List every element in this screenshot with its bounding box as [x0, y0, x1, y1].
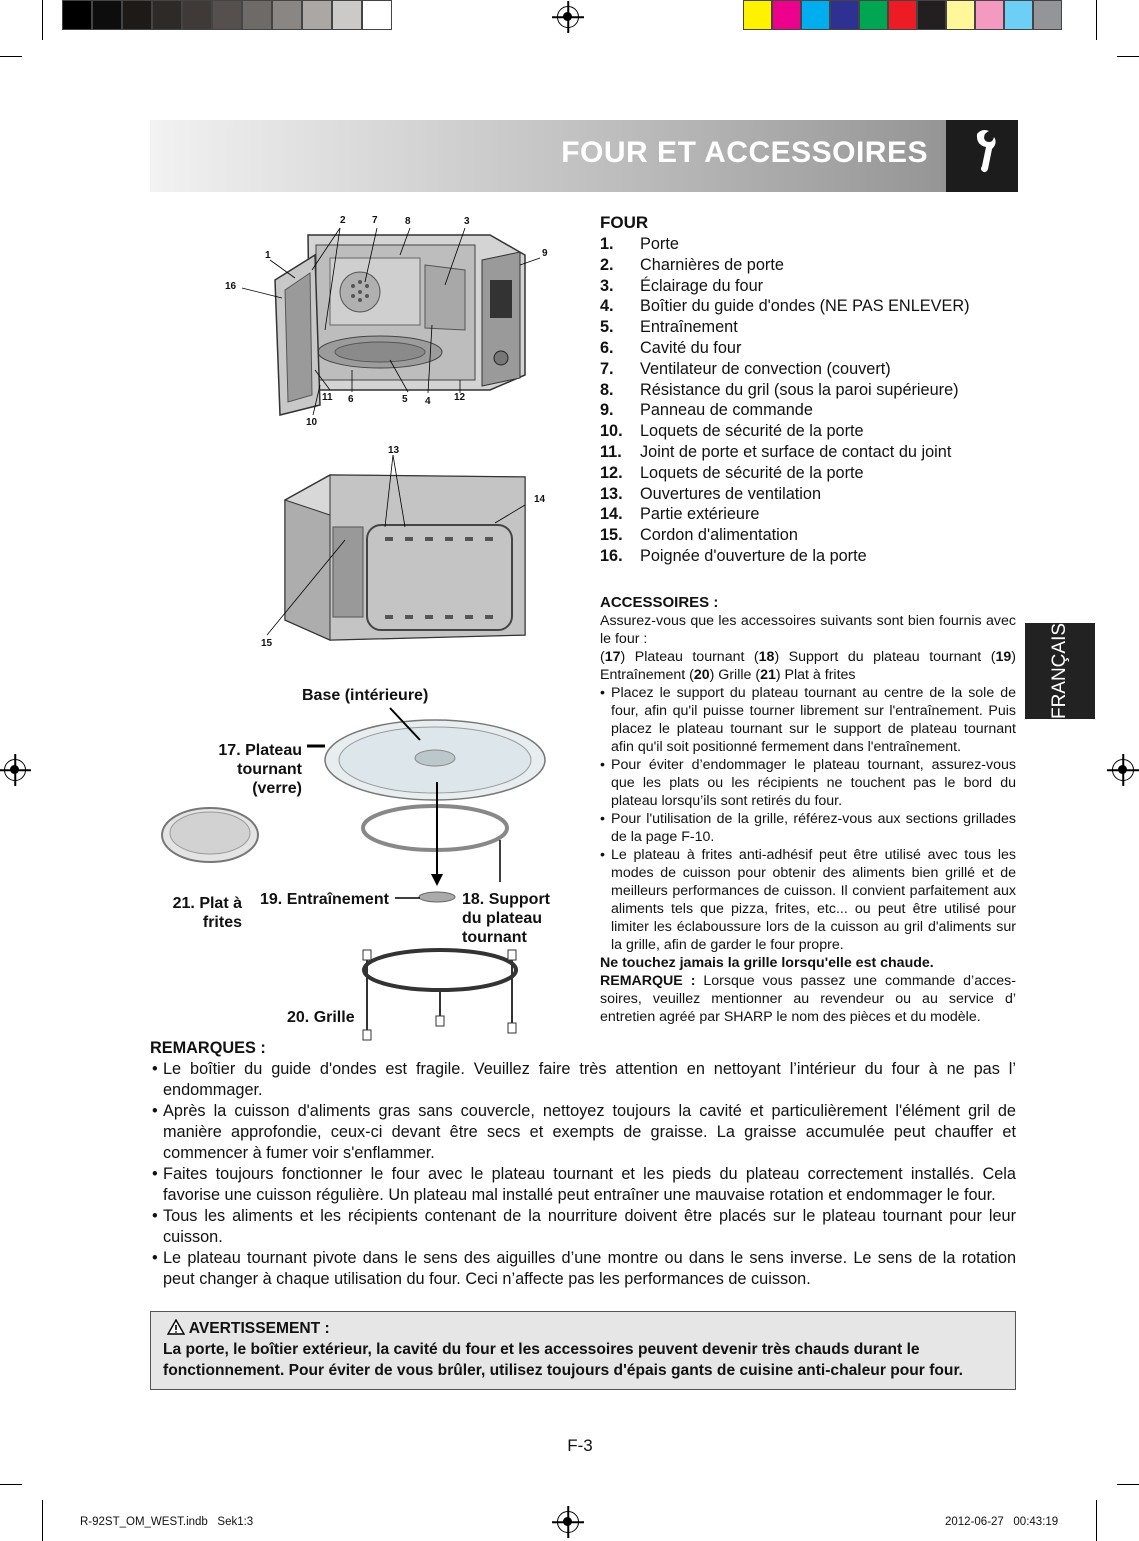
rack-label: 20. Grille	[287, 1009, 355, 1026]
oven-section-title: FOUR	[600, 213, 649, 232]
accessory-number: 19	[995, 649, 1012, 665]
oven-part-number: 5.	[600, 318, 614, 337]
oven-part-item	[600, 277, 1020, 298]
oven-part-number: 16.	[600, 546, 623, 565]
accessories-bullets	[600, 684, 1016, 954]
oven-part-text: Boîtier du guide d'ondes (NE PAS ENLEVER)	[640, 297, 970, 316]
registration-mark-icon	[557, 1511, 579, 1533]
oven-part-number: 10.	[600, 422, 623, 441]
accessories-title: ACCESSOIRES :	[600, 594, 719, 611]
base-label: Base (intérieure)	[302, 687, 429, 704]
color-swatch	[152, 0, 182, 30]
color-swatch	[332, 0, 362, 30]
oven-part-text: Entraînement	[640, 318, 738, 337]
page-title: FOUR ET ACCESSOIRES	[561, 136, 928, 169]
color-swatch	[122, 0, 152, 30]
order-note	[600, 972, 1016, 1026]
color-swatch	[1033, 0, 1062, 30]
page-number: F-3	[567, 1436, 593, 1455]
warning-triangle-icon	[167, 1319, 185, 1335]
oven-part-number: 7.	[600, 359, 614, 378]
oven-part-item	[600, 235, 1020, 256]
oven-part-item	[600, 443, 1020, 464]
remark-item: • Le plateau tournant pivote dans le sens des aiguilles d’une montre ou dans le sens inverse. Le sens de la rotation peut changer à chaque utilisation du four. Ceci n’affecte pas les performances de cuisson.	[150, 1248, 1016, 1290]
accessory-number: 17	[604, 649, 621, 665]
oven-part-item	[600, 339, 1020, 360]
oven-part-text: Porte	[640, 235, 679, 253]
callout-11: 11	[322, 392, 333, 403]
color-swatch	[92, 0, 122, 30]
accessory-text: ) Support du plateau tournant (	[774, 649, 996, 665]
oven-part-text: Résistance du gril (sous la paroi supérieure)	[640, 380, 959, 399]
accessories-section	[600, 594, 1016, 1026]
accessory-bullet: • Pour l'utilisation de la grille, référez-vous aux sections grillades de la page F-10.	[600, 810, 1016, 846]
gray-color-bar	[62, 0, 392, 34]
order-note-text: Lorsque vous passez une commande d’accessoires, veuillez mentionner au revendeur ou au service d’ entretien agréé par SHARP le nom des pièces et du modèle.	[600, 973, 1016, 1025]
accessory-number: 20	[693, 667, 710, 683]
accessory-text: ) Plateau tournant (	[620, 649, 759, 665]
slug-file: R-92ST_OM_WEST.indb Sek1:3	[80, 1516, 254, 1528]
oven-part-text: Cavité du four	[640, 338, 742, 357]
color-swatch	[830, 0, 859, 30]
remarks-list	[150, 1059, 1016, 1290]
drive-label: 19. Entraînement	[260, 891, 389, 908]
callout-7: 7	[372, 215, 378, 226]
color-swatch	[62, 0, 92, 30]
callout-10: 10	[306, 417, 318, 428]
oven-part-text: Ouvertures de ventilation	[640, 484, 822, 503]
language-tab	[1025, 623, 1095, 719]
callout-1: 1	[265, 250, 271, 261]
registration-mark-icon	[557, 6, 579, 28]
callout-12: 12	[454, 392, 466, 403]
oven-part-number: 8.	[600, 380, 614, 399]
accessory-number: 18	[758, 649, 775, 665]
accessory-text: ) Entraînement (	[600, 649, 1016, 683]
turntable-label: 17. Plateau tournant (verre)	[218, 742, 302, 797]
oven-part-text: Loquets de sécurité de la porte	[640, 463, 864, 482]
accessory-bullet: • Le plateau à frites anti-adhésif peut être utilisé avec tous les modes de cuisson pour obtenir des aliments bien grillé et de meilleurs performances de cuisson. Il convient parfaitement aux aliments tels que pizza, frites, etc... ou peut être utilisé pour limiter les éclaboussure lors de la cuisson au gril d'aliments sur la grille, afin de garder le four propre.	[600, 846, 1016, 954]
remark-item: • Après la cuisson d'aliments gras sans couvercle, nettoyez toujours la cavité et particulièrement l'élément gril de manière approfondie, ceux-ci devant être secs et exempts de graisse. La graisse accumulée peut chauffer et commencer à fumer voir s'enflammer.	[150, 1101, 1016, 1164]
callout-6: 6	[348, 394, 354, 405]
color-swatch	[888, 0, 917, 30]
color-swatch	[801, 0, 830, 30]
oven-part-number: 4.	[600, 297, 614, 316]
oven-part-number: 3.	[600, 276, 614, 295]
warning-title: AVERTISSEMENT :	[188, 1320, 330, 1337]
language-label: FRANÇAIS	[1049, 622, 1070, 720]
oven-part-item	[600, 422, 1020, 443]
color-swatch	[242, 0, 272, 30]
oven-part-item	[600, 318, 1020, 339]
oven-part-text: Charnières de porte	[640, 255, 784, 274]
oven-part-number: 11.	[600, 442, 622, 461]
oven-part-item	[600, 547, 1020, 568]
warning-heading	[163, 1318, 1003, 1339]
warning-text: La porte, le boîtier extérieur, la cavité du four et les accessoires peuvent devenir très chauds durant le fonctionnement. Pour éviter de vous brûler, utilisez toujours d'épais gants de cuisine anti-chaleur pour four.	[163, 1341, 963, 1379]
turntable-support-label: 18. Support du plateau tournant	[462, 891, 551, 946]
wrench-icon	[946, 120, 1018, 192]
oven-part-number: 12.	[600, 463, 623, 482]
color-swatch	[1004, 0, 1033, 30]
accessories-intro: Assurez-vous que les accessoires suivants sont bien fournis avec le four :	[600, 613, 1016, 647]
accessory-number: 21	[760, 667, 776, 683]
oven-part-number: 2.	[600, 255, 614, 274]
accessories-list	[600, 648, 1016, 684]
callout-15: 15	[261, 638, 273, 649]
callout-2: 2	[340, 215, 346, 226]
registration-mark-icon	[4, 759, 26, 781]
oven-part-text: Panneau de commande	[640, 401, 813, 420]
color-swatch	[743, 0, 772, 30]
color-swatch	[946, 0, 975, 30]
oven-part-number: 1.	[600, 235, 614, 253]
color-swatch	[182, 0, 212, 30]
color-swatch	[362, 0, 392, 30]
callout-14: 14	[534, 494, 546, 505]
remark-item: • Tous les aliments et les récipients contenant de la nourriture doivent être placés sur le plateau tournant pour leur cuisson.	[150, 1206, 1016, 1248]
oven-part-number: 15.	[600, 526, 623, 545]
oven-part-item	[600, 381, 1020, 402]
crisp-plate-label: 21. Plat à frites	[172, 895, 242, 931]
oven-part-item	[600, 297, 1020, 318]
grill-hot-warning: Ne touchez jamais la grille lorsqu'elle est chaude.	[600, 955, 934, 971]
oven-part-text: Loquets de sécurité de la porte	[640, 422, 864, 441]
accessory-bullet: • Placez le support du plateau tournant au centre de la sole de four, afin qu'il puisse tourner librement sur l'entraînement. Puis placez le plateau tournant sur le support de plateau tournant afin qu'il soit positionné fermement dans l'entraînement.	[600, 684, 1016, 756]
callout-5: 5	[402, 394, 408, 405]
oven-part-number: 14.	[600, 505, 623, 524]
color-swatch	[272, 0, 302, 30]
callout-16: 16	[225, 281, 237, 292]
oven-part-text: Éclairage du four	[640, 276, 764, 295]
oven-part-item	[600, 401, 1020, 422]
registration-mark-icon	[1112, 759, 1134, 781]
color-swatch	[917, 0, 946, 30]
color-swatch	[212, 0, 242, 30]
section-header	[150, 120, 1018, 192]
order-note-label: REMARQUE :	[600, 973, 696, 989]
oven-part-number: 9.	[600, 401, 614, 420]
accessory-text: ) Grille (	[709, 667, 761, 683]
callout-9: 9	[542, 248, 548, 259]
oven-part-number: 13.	[600, 484, 623, 503]
remarks-section	[150, 1038, 1016, 1290]
oven-part-text: Poignée d'ouverture de la porte	[640, 546, 867, 565]
remark-item: • Le boîtier du guide d'ondes est fragile. Veuillez faire très attention en nettoyant l’intérieur du four à ne pas l’ endommager.	[150, 1059, 1016, 1101]
accessory-text: (	[600, 649, 605, 665]
oven-part-item	[600, 464, 1020, 485]
process-color-bar	[743, 0, 1062, 34]
oven-parts-list	[600, 235, 1020, 568]
oven-part-item	[600, 485, 1020, 506]
oven-part-number: 6.	[600, 338, 614, 357]
oven-part-text: Partie extérieure	[640, 505, 760, 524]
oven-part-text: Ventilateur de convection (couvert)	[640, 359, 891, 378]
accessory-bullet: • Pour éviter d’endommager le plateau tournant, assurez-vous que les plats ou les récipients ne touchent pas le bord du plateau lorsqu’ils sont retirés du four.	[600, 756, 1016, 810]
remarks-title: REMARQUES :	[150, 1039, 266, 1057]
remark-item: • Faites toujours fonctionner le four avec le plateau tournant et les pieds du plateau correctement installés. Cela favorise une cuisson régulière. Un plateau mal installé peut entraîner une mauvaise rotation et endommager le four.	[150, 1164, 1016, 1206]
color-swatch	[975, 0, 1004, 30]
oven-part-item	[600, 526, 1020, 547]
oven-part-item	[600, 505, 1020, 526]
callout-13: 13	[388, 445, 400, 456]
callout-3: 3	[464, 216, 470, 227]
oven-front-illustration	[220, 210, 560, 435]
color-swatch	[772, 0, 801, 30]
callout-4: 4	[425, 396, 431, 407]
callout-8: 8	[405, 216, 411, 227]
oven-part-text: Joint de porte et surface de contact du joint	[640, 442, 952, 461]
color-swatch	[302, 0, 332, 30]
warning-box	[150, 1311, 1016, 1390]
color-swatch	[859, 0, 888, 30]
oven-part-item	[600, 360, 1020, 381]
oven-part-item	[600, 256, 1020, 277]
accessory-text: ) Plat à frites	[775, 667, 856, 683]
slug-timestamp: 2012-06-27 00:43:19	[945, 1516, 1059, 1528]
oven-rear-illustration	[255, 455, 545, 650]
oven-part-text: Cordon d'alimentation	[640, 526, 798, 545]
